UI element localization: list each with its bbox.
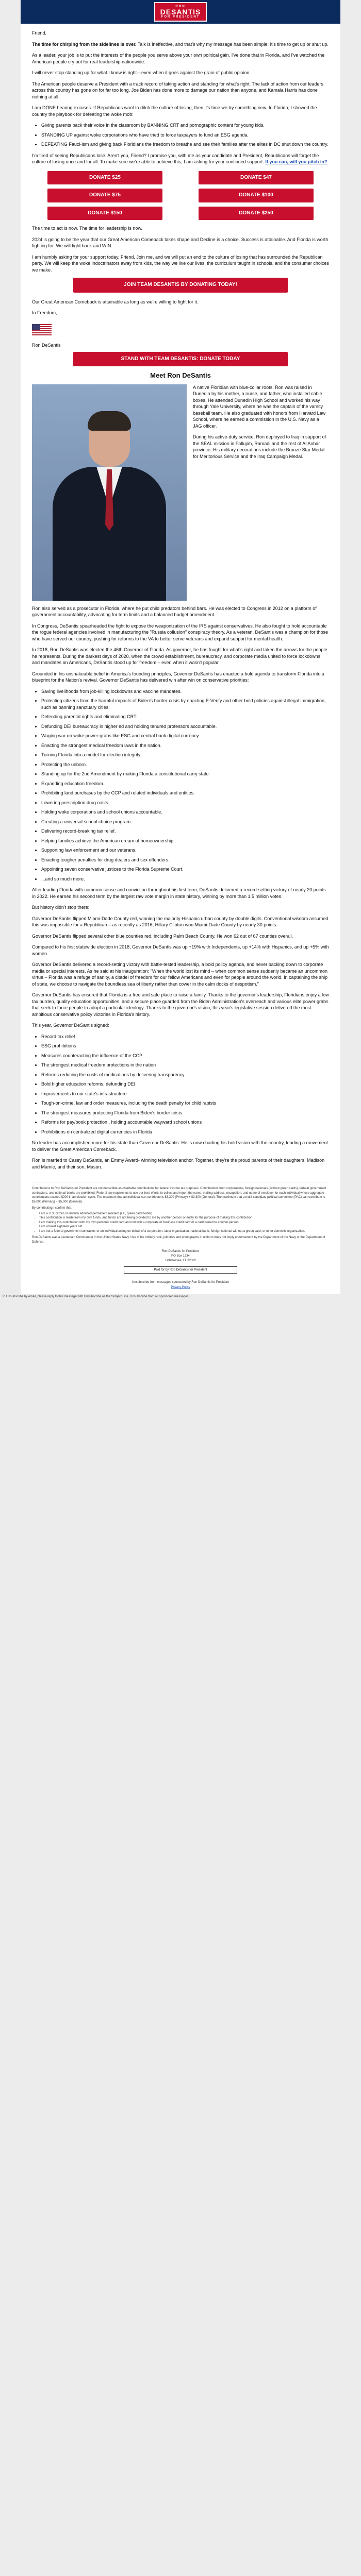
- closing: In Freedom,: [32, 310, 57, 315]
- pitch-in-link[interactable]: If you can, will you pitch in?: [265, 159, 327, 164]
- signature: Ron DeSantis: [32, 343, 61, 348]
- list-item: • Measures counteracting the influence of the CCP: [41, 1053, 329, 1059]
- donate-25-button[interactable]: DONATE $25: [47, 171, 162, 185]
- list-item: • Reforms reducing the costs of medications by delivering transparency: [41, 1072, 329, 1078]
- logo-main-text: DESANTIS: [160, 8, 201, 16]
- list-item: • Saving livelihoods from job-killing lockdowns and vaccine mandates.: [41, 688, 329, 695]
- list-item: • Prohibiting land purchases by the CCP and related individuals and entities.: [41, 790, 329, 796]
- meet-row: [32, 384, 329, 601]
- bio-paragraph-5: In 2018, Ron DeSantis was elected the 46th Governor of Florida. As governor, he has fought for what's right and taken the arrows for the people he represents. During the darkest days of 2020, when the crowd establishment, bureaucracy, and corporate media united to force lockdowns and mandates on Americans, DeSantis stood up for freedom – even when it wasn't popular.: [32, 647, 327, 665]
- stand-with-team-button[interactable]: STAND WITH TEAM DESANTIS: DONATE TODAY: [73, 352, 288, 367]
- list-item: • I am at least eighteen years old.: [39, 1225, 329, 1229]
- lead-rest: Talk is ineffective, and that's why my message has been simple: It's time to get up or shut up.: [136, 41, 329, 47]
- meet-side-text: [193, 384, 329, 601]
- address-line: Ron DeSantis for President: [161, 1250, 200, 1253]
- email-container: [21, 0, 340, 1294]
- paid-for-by-box: Paid for by Ron DeSantis for President: [124, 1266, 237, 1274]
- list-item: • Defending parental rights and eliminating CRT.: [41, 714, 329, 720]
- bio-paragraph-12: Governor DeSantis delivered a record-setting victory with battle-tested leadership, a bold policy agenda, and never backing down to corporate media or special interests. As he said at his inauguration: "When the world lost its mind – when common sense suddenly became an uncommon virtue – Florida was a refuge of sanity, a citadel of freedom for our fellow Americans and even for people around the world. In captaining the ship of state, we choose to navigate the boundless sea of liberty rather than cower in the calm docks of despotism.": [32, 962, 328, 987]
- list-item: • Defunding DEI bureaucracy in higher ed and holding tenured professors accountable.: [41, 723, 329, 730]
- list-item: • Reforms for pay/book protection , holding accountable wayward school unions: [41, 1119, 329, 1126]
- list-item: • Enacting tougher penalties for drug dealers and sex offenders.: [41, 857, 329, 863]
- meet-title: Meet Ron DeSantis: [150, 371, 211, 379]
- bio-paragraph-1: A native Floridian with blue-collar roots, Ron was raised in Dunedin by his mother, a nurse, and father, who installed cable boxes. He attended Dunedin High School and worked his way through Yale University, where he was the captain of the varsity baseball team. He also graduated with honors from Harvard Law School, where he earned a commission in the U.S. Navy as a JAG officer.: [193, 384, 326, 429]
- bio-paragraph-13: Governor DeSantis has ensured that Florida is a free and safe place to raise a family. Thanks to the governor's leadership, Floridians enjoy a low tax burden, quality education opportunities, and a secure place guarded from the Biden Administration's overreach and various elite power grabs that seek to force people to adopt a particular ideology. Thanks to the governor's vision, this year's legislative session delivered the most ambitious conservative policy victories in Florida's history.: [32, 992, 329, 1017]
- donate-150-button[interactable]: DONATE $150: [47, 207, 162, 221]
- bio-paragraph-2: During his active-duty service, Ron deployed to Iraq in support of the SEAL mission in Fallujah, Ramadi and the rest of Al Anbar province. His military decorations include the Bronze Star Medal for Meritorious Service and the Iraq Campaign Medal.: [193, 434, 326, 459]
- list-item: • Helping families achieve the American dream of homeownership.: [41, 838, 329, 844]
- list-item: • Waging war on woke power-grabs like ESG and central bank digital currency.: [41, 733, 329, 739]
- list-item: • Expanding education freedom.: [41, 781, 329, 787]
- list-item: • Bold higher education reforms, defunding DEI: [41, 1081, 329, 1088]
- desantis-logo: [154, 2, 207, 22]
- list-item: • Supporting law enforcement and our veterans.: [41, 847, 329, 854]
- list-item: • I am not a federal government contractor, or an individual acting on behalf of a corporation, labor organization, national bank, foreign national without a green card, or other domestic organization.: [39, 1229, 329, 1234]
- disclaimer-1: Contributions to Ron DeSantis for President are not deductible as charitable contributions for federal income tax purposes. Contributions from corporations, foreign nationals (without green cards), federal government contractors, and national banks are prohibited. Federal law requires us to use our best efforts to collect and report the name, mailing address, occupation, and name of employer for each individual whose aggregate contributions exceed $200 in an election cycle. The maximum that an individual can contribute is $3,300 (Primary) + $3,300 (General). The maximum that a multi-candidate political committee (PAC) can contribute is $5,000 (Primary) + $5,000 (General).: [32, 1187, 326, 1204]
- list-item: • Protecting the unborn.: [41, 761, 329, 768]
- disclaimer: [21, 1182, 340, 1246]
- bio-paragraph-8: But history didn't stop there:: [32, 905, 90, 910]
- bio-paragraph-16: Ron is married to Casey DeSantis, an Emmy Award- winning television anchor. Together, they're the proud parents of their daughters, Madison and Mamie, and their son, Mason.: [32, 1158, 325, 1170]
- logo-sub-text: FOR PRESIDENT: [161, 15, 200, 19]
- address-line: Tallahassee, FL 32302: [165, 1259, 196, 1262]
- donate-75-button[interactable]: DONATE $75: [47, 189, 162, 202]
- paragraph-6: [32, 152, 329, 165]
- disclaimer-2: By contributing I confirm that:: [32, 1207, 72, 1210]
- paragraph-6-text: I'm tired of seeing Republicans lose. Aren't you, Friend? I promise you, with me as your candidate and President, Republicans will forget the culture of losing once and for all. To make sure we're able to achieve this, I am asking for your continued support.: [32, 152, 319, 164]
- list-item: • Tough-on-crime, law and order measures, including the death penalty for child rapists: [41, 1100, 329, 1107]
- list-item: • Protecting citizens from the harmful impacts of Biden's border crisis by enacting E-Verify and other bold policies against illegal immigration, such as banning sanctuary cities.: [41, 698, 329, 710]
- list-item: • Record tax relief: [41, 1033, 329, 1040]
- list-item: • This contribution is made from my own funds, and funds are not being provided to me by another person or entity for the purpose of making this contribution.: [39, 1216, 329, 1221]
- list-item: • Enacting the strongest medical freedom laws in the nation.: [41, 742, 329, 749]
- list-item: • The strongest medical freedom protections in the nation: [41, 1062, 329, 1069]
- list-item: • Appointing seven conservative justices to the Florida Supreme Court.: [41, 866, 329, 873]
- paragraph-4: The American people deserve a President with a track record of taking action and standing for what's right. The lack of action from our leaders across this country has gone on for far too long. Joe Biden has done more to damage our nation than anyone, and Kamala Harris has done nothing at all.: [32, 81, 323, 99]
- paragraph-9: I am humbly asking for your support today. Friend, Join me, and we will put an end to the culture of losing that has surrounded the Republican party. We will keep the woke indoctrinators away from kids, the way we live our lives, the curriculum taught in schools, and the consumer choices we make.: [32, 254, 329, 273]
- donate-button-grid: [32, 170, 329, 226]
- desantis-portrait: [32, 384, 187, 601]
- join-team-button[interactable]: JOIN TEAM DESANTIS BY DONATING TODAY!: [73, 278, 288, 293]
- privacy-policy-link[interactable]: Privacy Policy: [171, 1286, 190, 1289]
- signed-list: [32, 1033, 329, 1136]
- privacy-policy-row: [21, 1286, 340, 1294]
- list-item: • Improvements to our state's infrastructure: [41, 1091, 329, 1097]
- priorities-list: [32, 688, 329, 883]
- list-item: • Creating a universal school choice program.: [41, 819, 329, 825]
- paragraph-8: 2024 is going to be the year that our Great American Comeback takes shape and Decline is a choice. Success is attainable. And Florida is worth fighting for. We will fight back and WIN.: [32, 236, 329, 248]
- mailing-address: [21, 1249, 340, 1263]
- paragraph-5: I am DONE hearing excuses. If Republicans want to ditch the culture of losing, then it's time we try something new. In Florida, I showed the country the playbook for defeating the woke mob:: [32, 105, 317, 117]
- list-item: • Holding woke corporations and school unions accountable.: [41, 809, 329, 816]
- list-item: • Giving parents back their voice in the classroom by BANNING CRT and pornographic content for young kids.: [41, 122, 329, 129]
- logo-top-text: RON: [175, 5, 186, 8]
- list-item: • Turning Florida into a model for election integrity.: [41, 752, 329, 758]
- donate-250-button[interactable]: DONATE $250: [199, 207, 314, 221]
- list-item: • Delivering record-breaking tax relief.: [41, 828, 329, 835]
- bio-paragraph-11: Compared to his first statewide election in 2018, Governor DeSantis was up +19% with Independents, up +14% with Hispanics, and up +5% with women.: [32, 944, 329, 956]
- list-item: • Standing up for the 2nd Amendment by making Florida a constitutional carry state.: [41, 771, 329, 777]
- playbook-list: [32, 122, 329, 148]
- list-item: • Prohibitions on centralized digital currencies in Florida: [41, 1129, 329, 1136]
- bio-paragraph-10: Governor DeSantis flipped several other blue counties red, including Palm Beach County. He won 62 out of 67 counties overall.: [32, 933, 293, 939]
- email-body: [21, 24, 340, 1178]
- paragraph-10: Our Great American Comeback is attainable as long as we're willing to fight for it.: [32, 299, 199, 304]
- bio-paragraph-3: Ron also served as a prosecutor in Florida, where he put child predators behind bars. He was elected to Congress in 2012 on a platform of government accountability, advocating for term limits and a balanced budget amendment.: [32, 605, 317, 617]
- bio-paragraph-4: In Congress, DeSantis spearheaded the fight to expose the weaponization of the IRS against conservatives. He also fought to hold accountable the rogue federal agencies involved in manufacturing the "Russia collusion" conspiracy theory. As a veteran, DeSantis was a champion for those who have served our country, pushing for reforms to the VA to better serve veterans and expand support for mental health.: [32, 623, 329, 641]
- us-flag-icon: [32, 324, 52, 336]
- list-item: • ESG prohibitions: [41, 1043, 329, 1049]
- bio-paragraph-6: Grounded in his unshakeable belief in America's founding principles, Governor DeSantis has enacted a bold agenda to transform Florida into a blueprint for the Nation's revival. Governor DeSantis has delivered win after win on conservative priorities:: [32, 671, 325, 683]
- email-header: [21, 0, 340, 24]
- list-item: • The strongest measures protecting Florida from Biden's border crisis: [41, 1110, 329, 1116]
- paragraph-3: I will never stop standing up for what I know is right—even when it goes against the grain of public opinion.: [32, 70, 251, 75]
- salutation: Friend,: [32, 30, 47, 36]
- bio-paragraph-15: No leader has accomplished more for his state than Governor DeSantis. He is now charting his bold vision with the country, leading a movement to deliver the Great American Comeback.: [32, 1140, 328, 1152]
- lead-paragraph: [32, 41, 329, 48]
- donate-47-button[interactable]: DONATE $47: [199, 171, 314, 185]
- list-item: • ...and so much more.: [41, 876, 329, 883]
- list-item: • STANDING UP against woke corporations who have tried to force taxpayers to fund an ESG agenda.: [41, 132, 329, 139]
- list-item: • DEFEATING Fauci-ism and giving back Floridians the freedom to breathe and see their families after the elites in DC shut down the country.: [41, 141, 329, 148]
- unsubscribe-link[interactable]: Unsubscribe from messages sponsored by Ron DeSantis for President: [132, 1281, 229, 1284]
- bottom-unsubscribe-note[interactable]: To Unsubscribe by email, please reply to this message with Unsubscribe as the Subject Line. Unsubscribe from all sponsored messages: [2, 1295, 189, 1298]
- list-item: • I am making this contribution with my own personal credit card and not with a corporate or business credit card or a card issued to another person.: [39, 1221, 329, 1225]
- paragraph-2: As a leader, your job is to put the interests of the people you serve above your own political gain. I've done that in Florida, and I've watched the American people cry out for real leadership nationwide.: [32, 53, 325, 64]
- list-item: • I am a U.S. citizen or lawfully admitted permanent resident (i.e., green card holder).: [39, 1212, 329, 1216]
- donate-100-button[interactable]: DONATE $100: [199, 189, 314, 202]
- bio-paragraph-7: After leading Florida with common sense and conviction throughout his first term, DeSantis delivered a record-setting victory of nearly 20 points in 2022. He earned his second term by the largest raw vote margin in state history, winning by more than 1.5 million votes.: [32, 887, 326, 899]
- confirm-list: [32, 1212, 329, 1234]
- list-item: • Lowering prescription drug costs.: [41, 800, 329, 806]
- bio-paragraph-9: Governor DeSantis flipped Miami-Dade County red, winning the majority-Hispanic urban county by double digits. Conventional wisdom assumed this was impossible for a Republican – as recently as 2016, Hillary Clinton won Miami-Dade County by nearly 30 points.: [32, 916, 329, 927]
- paragraph-7: The time to act is now. The time for leadership is now.: [32, 226, 142, 231]
- address-line: PO Box 1234: [171, 1255, 190, 1258]
- disclaimer-3: Ron DeSantis was a Lieutenant Commander in the United States Navy. Use of his military rank, job titles and photographs in uniform does not imply endorsement by the Department of the Navy or the Department of Defense.: [32, 1236, 325, 1244]
- bio-paragraph-14: This year, Governor DeSantis signed:: [32, 1023, 109, 1028]
- lead-bold: The time for chirping from the sidelines is over.: [32, 41, 137, 47]
